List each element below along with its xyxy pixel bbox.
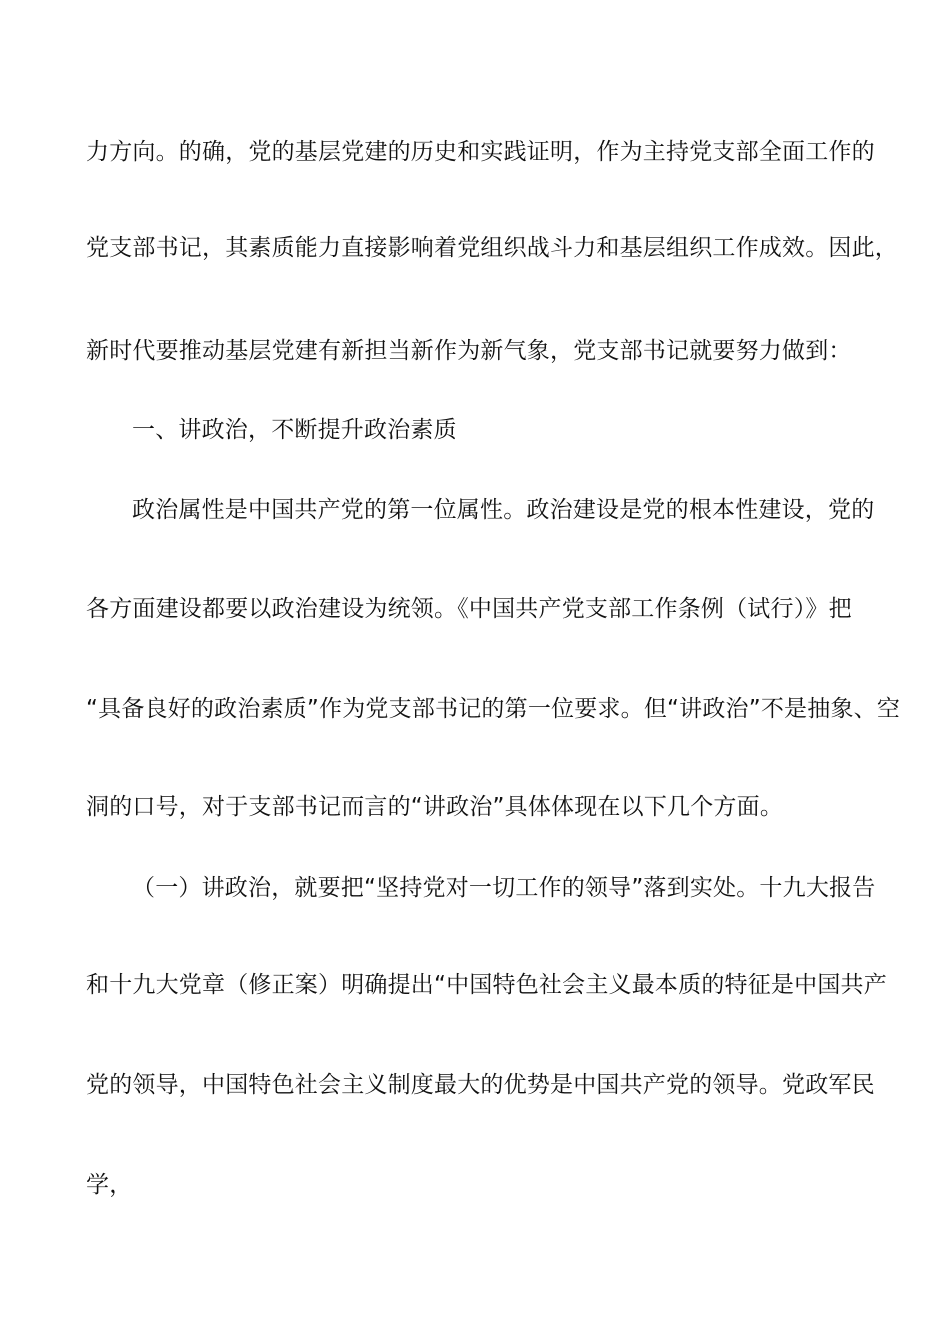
- text-line-8: 洞的口号，对于支部书记而言的“讲政治”具体体现在以下几个方面。: [86, 794, 784, 820]
- text-line-12: 学，: [86, 1172, 133, 1198]
- text-line-10: 和十九大党章（修正案）明确提出“中国特色社会主义最本质的特征是中国共产: [86, 972, 887, 998]
- paragraph-start-2: （一）讲政治，就要把“坚持党对一切工作的领导”落到实处。十九大报告: [132, 875, 876, 901]
- section-heading: 一、讲政治，不断提升政治素质: [132, 417, 457, 443]
- text-line-11: 党的领导，中国特色社会主义制度最大的优势是中国共产党的领导。党政军民: [86, 1072, 875, 1098]
- paragraph-start-1: 政治属性是中国共产党的第一位属性。政治建设是党的根本性建设，党的: [132, 497, 875, 523]
- text-line-2: 党支部书记，其素质能力直接影响着党组织战斗力和基层组织工作成效。因此，: [86, 235, 898, 261]
- text-line-7: “具备良好的政治素质”作为党支部书记的第一位要求。但“讲政治”不是抽象、空: [86, 696, 901, 722]
- text-line-3: 新时代要推动基层党建有新担当新作为新气象，党支部书记就要努力做到：: [86, 338, 852, 364]
- text-line-6: 各方面建设都要以政治建设为统领。《中国共产党支部工作条例（试行）》把: [86, 596, 852, 622]
- text-line-1: 力方向。的确，党的基层党建的历史和实践证明，作为主持党支部全面工作的: [86, 139, 875, 165]
